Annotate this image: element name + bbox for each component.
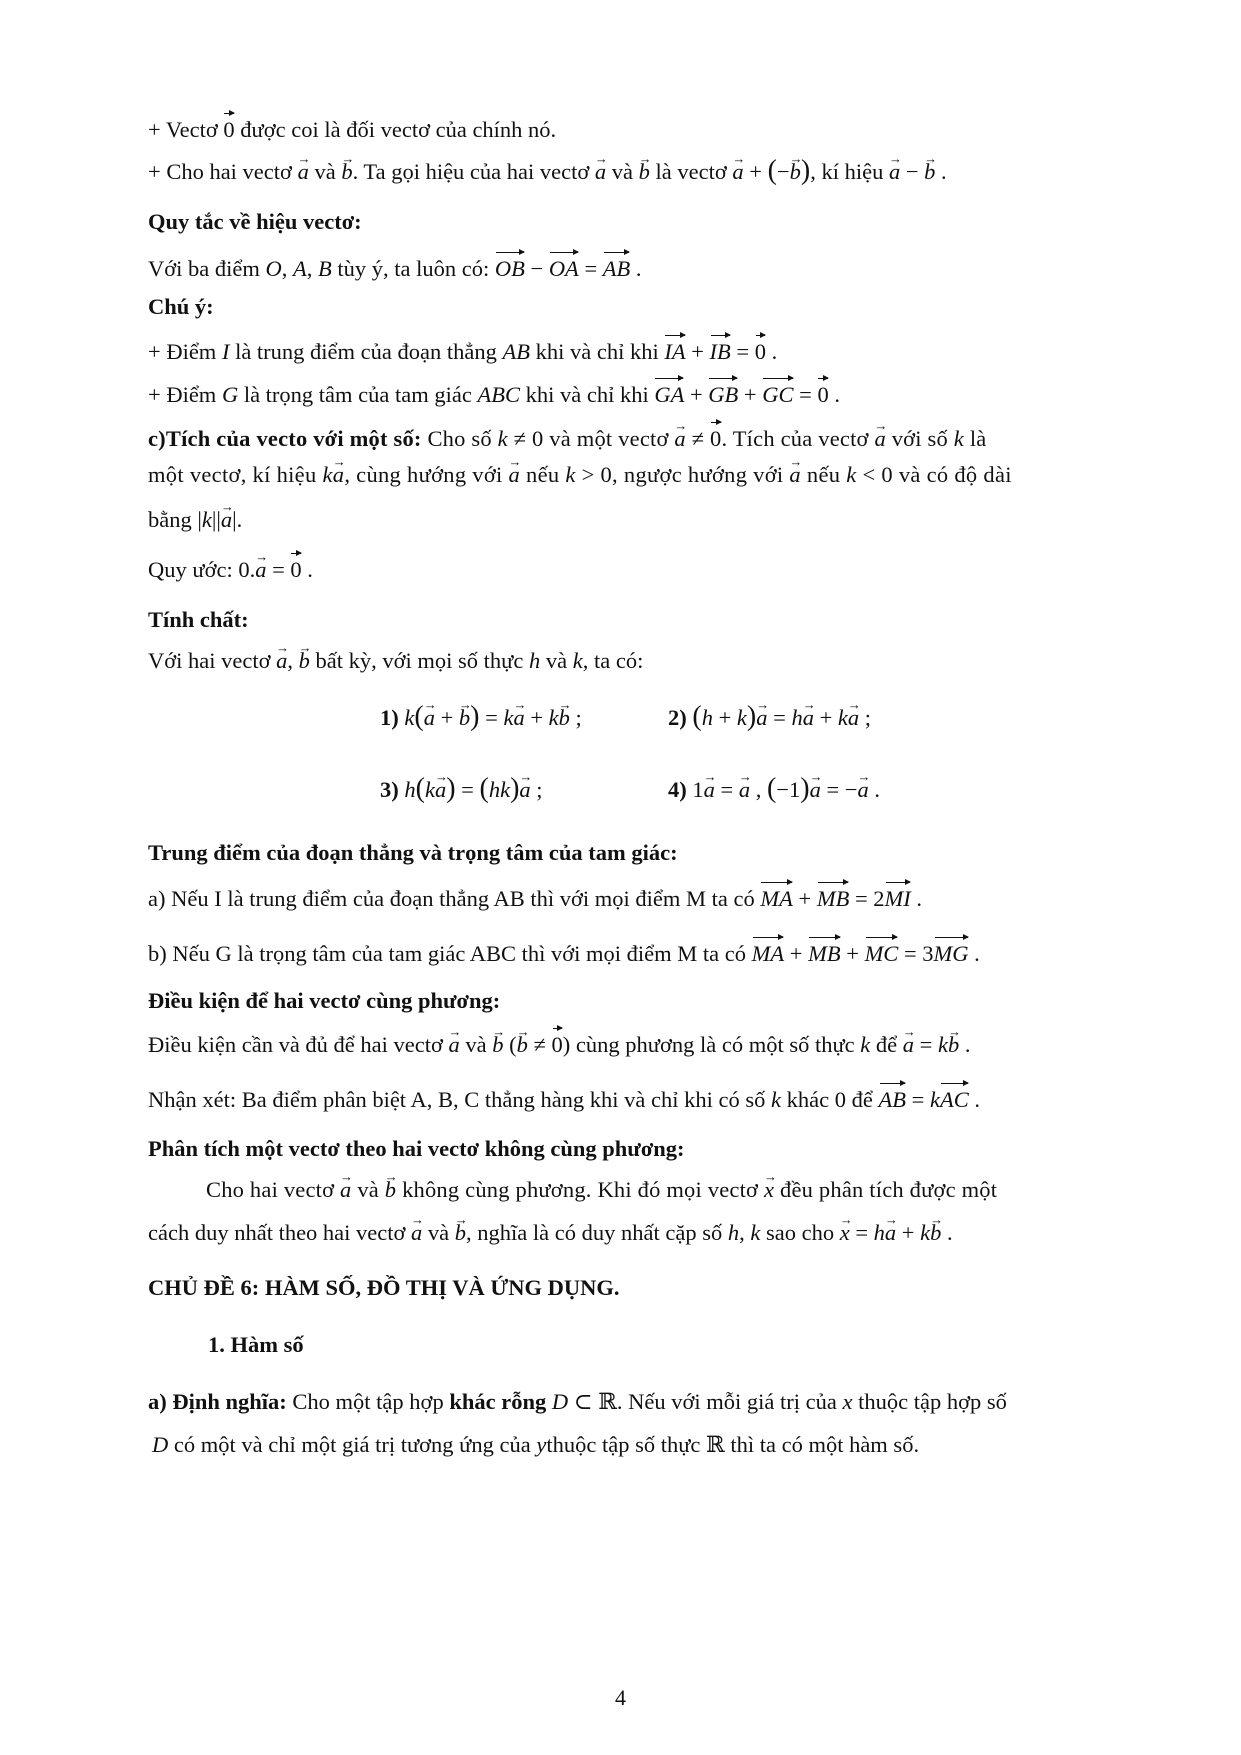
heading-decomposition: Phân tích một vectơ theo hai vectơ không cùng phương: [148,1136,685,1161]
formula: |k||a →|. [197,507,242,532]
text: không cùng phương. Khi đó mọi vectơ [402,1177,759,1202]
heading-note: Chú ý: [148,294,214,319]
text: Cho hai vectơ [206,1177,335,1202]
line-zero-vector [148,111,1131,145]
heading-function: 1. Hàm số [208,1332,304,1357]
property-1: 1) k(a → + b →) = ka → + kb → ; [380,702,582,733]
text: là trọng tâm của tam giác [243,382,472,407]
text: cách duy nhất theo hai vectơ [148,1220,406,1245]
line-scalar-product-2: một vectơ, kí hiệu ka →, cùng hướng với a → nếu k > 0, ngược hướng với a → nếu k < 0 và có độ dài [148,460,1131,490]
text: bằng [148,507,192,532]
text: nếu [806,462,841,487]
formula: 0.a → = 0 . [238,557,313,582]
page-number: 4 [615,1685,626,1710]
text: và một vectơ [549,426,669,451]
line-convention [148,551,1131,585]
text: sao cho [765,1220,835,1245]
text: và [314,159,336,184]
text: một vectơ, kí hiệu [148,462,317,487]
text: khi và chỉ khi [535,339,659,364]
line-decomposition: Cho hai vectơ a → và b → không cùng phương. Khi đó mọi vectơ x → đều phân tích được một [206,1175,1131,1205]
heading-definition: a) Định nghĩa: [148,1389,287,1414]
text: Quy ước: [148,557,233,582]
text: + Điểm [148,382,217,407]
text: Cho một tập hợp [292,1389,444,1414]
text: và [545,648,568,673]
formula: a → + (−b →) [732,159,810,184]
formula: MA + MB = 2MI . [760,886,922,911]
text: + Cho hai vectơ [148,159,292,184]
text: có một và chỉ một giá trị tương ứng của [173,1432,531,1457]
text: tùy ý, ta luôn có: [337,256,490,281]
text: khi và chỉ khi [525,382,649,407]
text: Với hai vectơ [148,648,271,673]
property-3: 3) h(ka →) = (hk)a → ; [380,774,543,805]
text: và [357,1177,379,1202]
heading-collinear-condition: Điều kiện để hai vectơ cùng phương: [148,988,501,1013]
text: và [611,159,634,184]
text: thuộc tập hợp số [858,1389,1007,1414]
line-midpoint-formula [148,880,1131,914]
line-centroid-formula [148,935,1131,969]
formula: D ⊂ ℝ [551,1389,617,1414]
vector-b: b → [639,157,650,187]
text: khác 0 để [786,1087,873,1112]
text: để [875,1032,898,1057]
line-decomposition-2: cách duy nhất theo hai vectơ a → và b →, nghĩa là có duy nhất cặp số h, k sao cho x → = ha → + kb → . [148,1218,1131,1248]
vector-a: a → [298,157,309,187]
line-difference-rule: Với ba điểm O, A, B tùy ý, ta luôn có: OB − OA = AB . [148,250,1131,284]
text: . Ta gọi hiệu của hai vectơ [352,159,590,184]
vector-a: a → [595,157,606,187]
formula: MA + MB + MC = 3MG . [752,941,980,966]
line-centroid: + Điểm G là trọng tâm của tam giác ABC khi và chỉ khi GA + GB + GC = 0 . [148,376,1131,410]
text: a) Nếu I là trung điểm của đoạn thẳng AB thì với mọi điểm M ta có [148,886,755,911]
text: Điều kiện cần và đủ để hai vectơ [148,1032,443,1057]
text: . Tích của vectơ [721,426,869,451]
line-definition: a) Định nghĩa: Cho một tập hợp khác rỗng D ⊂ ℝ. Nếu với mỗi giá trị của x thuộc tập hợp số [148,1389,1007,1414]
formula: GA + GB + GC = 0 . [654,382,840,407]
heading-midpoint-centroid: Trung điểm của đoạn thẳng và trọng tâm của tam giác: [148,840,678,865]
text: + Điểm [148,339,217,364]
heading-difference-rule: Quy tắc về hiệu vectơ: [148,209,362,234]
formula: AB = kAC . [879,1087,980,1112]
line-collinear-condition: Điều kiện cần và đủ để hai vectơ a → và b → (b → ≠ 0) cùng phương là có một số thực k để a → = kb → . [148,1026,1131,1060]
text: , kí hiệu [810,159,884,184]
heading-topic-6: CHỦ ĐỀ 6: HÀM SỐ, ĐỒ THỊ VÀ ỨNG DỤNG. [148,1275,620,1300]
heading-scalar-product: c)Tích của vecto với một số: [148,426,422,451]
text: b) Nếu G là trọng tâm của tam giác ABC thì với mọi điểm M ta có [148,941,747,966]
text: và [427,1220,450,1245]
line-scalar-product: c)Tích của vecto với một số: Cho số k ≠ 0 và một vectơ a → ≠ 0. Tích của vectơ a → với số k là [148,420,1131,454]
property-4: 4) 1a → = a → , (−1)a → = −a → . [668,774,880,805]
line-vector-difference [148,156,1131,187]
text: và [465,1032,487,1057]
text: . Nếu với mỗi giá trị của [616,1389,837,1414]
vector-b: b → [341,157,352,187]
line-properties-intro: Với hai vectơ a →, b → bất kỳ, với mọi số thực h và k, ta có: [148,646,1131,676]
text: với số [891,426,948,451]
text: + Vectơ [148,117,218,142]
text: , ta có: [582,648,644,673]
line-remark: Nhận xét: Ba điểm phân biệt A, B, C thẳng hàng khi và chỉ khi có số k khác 0 để AB = kAC . [148,1081,1131,1115]
text: , nghĩa là có duy nhất cặp số [466,1220,723,1245]
line-magnitude [148,505,1131,535]
formula: O [265,256,282,281]
line-midpoint: + Điểm I là trung điểm của đoạn thẳng AB khi và chỉ khi IA + IB = 0 . [148,333,1131,367]
formula: x → = ha → + kb → . [840,1220,953,1245]
text: đều phân tích được một [780,1177,998,1202]
line-definition-2: D có một và chỉ một giá trị tương ứng của ythuộc tập số thực ℝ thì ta có một hàm số. [152,1432,920,1457]
formula: a → − b → . [889,159,947,184]
text: bất kỳ, với mọi số thực [315,648,524,673]
text: là trung điểm của đoạn thẳng [235,339,497,364]
text: , cùng hướng với [344,462,503,487]
formula: IA + IB = 0 . [664,339,777,364]
text: là vectơ [655,159,727,184]
zero-vector: 0 [223,111,234,145]
text: Nhận xét: Ba điểm phân biệt A, B, C thẳng hàng khi và chỉ khi có số [148,1087,766,1112]
text: cùng phương là có một số thực [575,1032,855,1057]
formula: OB − OA = AB . [495,256,642,281]
text-bold: khác rỗng [449,1389,547,1414]
text: , ngược hướng với [612,462,784,487]
text: thuộc tập số thực [546,1432,701,1457]
heading-properties: Tính chất: [148,607,249,632]
text: và có độ dài [898,462,1012,487]
text: Cho số [427,426,492,451]
text: là [969,426,987,451]
formula: a → = kb → . [903,1032,971,1057]
property-2: 2) (h + k)a → = ha → + ka → ; [668,702,871,733]
text: thì ta có một hàm số. [730,1432,920,1457]
text: nếu [526,462,560,487]
text: được coi là đối vectơ của chính nó. [240,117,557,142]
text: Với ba điểm [148,256,260,281]
